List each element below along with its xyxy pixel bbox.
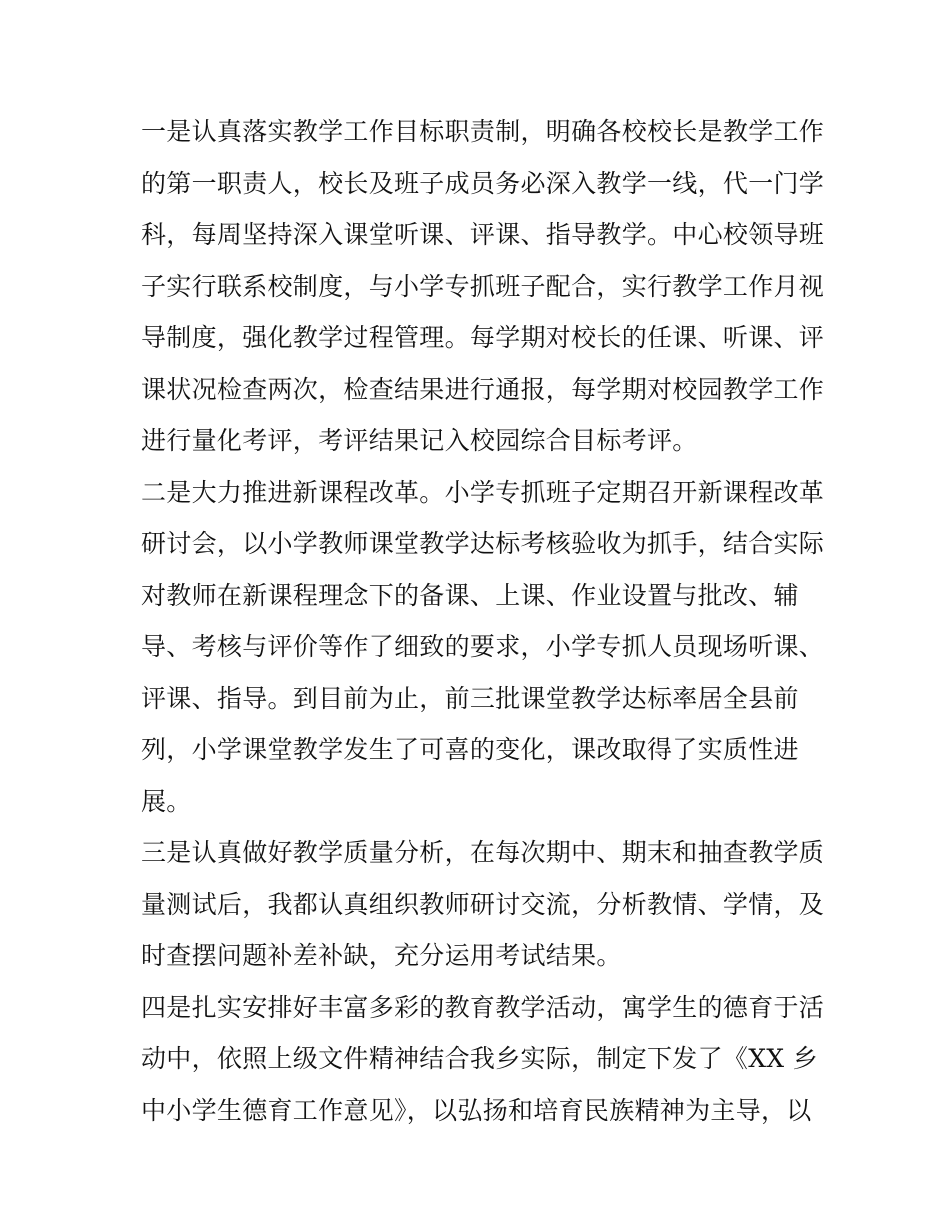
text-line: 进行量化考评，考评结果记入校园综合目标考评。 [141,426,698,455]
text-line: 导制度，强化教学过程管理。每学期对校长的任课、听课、评 [141,323,825,352]
text-line: 二是大力推进新课程改革。小学专抓班子定期召开新课程改革 [141,477,825,507]
text-line: 子实行联系校制度，与小学专抓班子配合，实行教学工作月视 [141,271,825,301]
text-line: 研讨会，以小学教师课堂教学达标考核验收为抓手，结合实际 [141,529,825,558]
text-line: 评课、指导。到目前为止，前三批课堂教学达标率居全县前 [141,683,799,713]
text-line: 一是认真落实教学工作目标职责制，明确各校校长是教学工作 [141,117,825,146]
text-line: 导、考核与评价等作了细致的要求，小学专抓人员现场听课、 [141,632,825,661]
text-line: 列，小学课堂教学发生了可喜的变化，课改取得了实质性进 [141,735,799,764]
text-line: 三是认真做好教学质量分析，在每次期中、期末和抽查教学质 [141,838,825,867]
text-line: 中小学生德育工作意见》，以弘扬和培育民族精神为主导，以 [141,1095,812,1125]
text-line: 四是扎实安排好丰富多彩的教育教学活动，寓学生的德育于活 [141,992,825,1022]
text-line: 量测试后，我都认真组织教师研讨交流，分析教情、学情，及 [141,889,825,919]
text-line: 动中，依照上级文件精神结合我乡实际，制定下发了《XX 乡 [141,1044,818,1073]
text-line: 科，每周坚持深入课堂听课、评课、指导教学。中心校领导班 [141,220,825,249]
text-line: 时查摆问题补差补缺，充分运用考试结果。 [141,941,622,970]
text-line: 展。 [141,786,192,816]
text-line: 课状况检查两次，检查结果进行通报，每学期对校园教学工作 [141,374,825,404]
text-line: 对教师在新课程理念下的备课、上课、作业设置与批改、辅 [141,580,799,610]
body-text [141,106,825,1136]
text-line: 的第一职责人，校长及班子成员务必深入教学一线，代一门学 [141,168,825,198]
